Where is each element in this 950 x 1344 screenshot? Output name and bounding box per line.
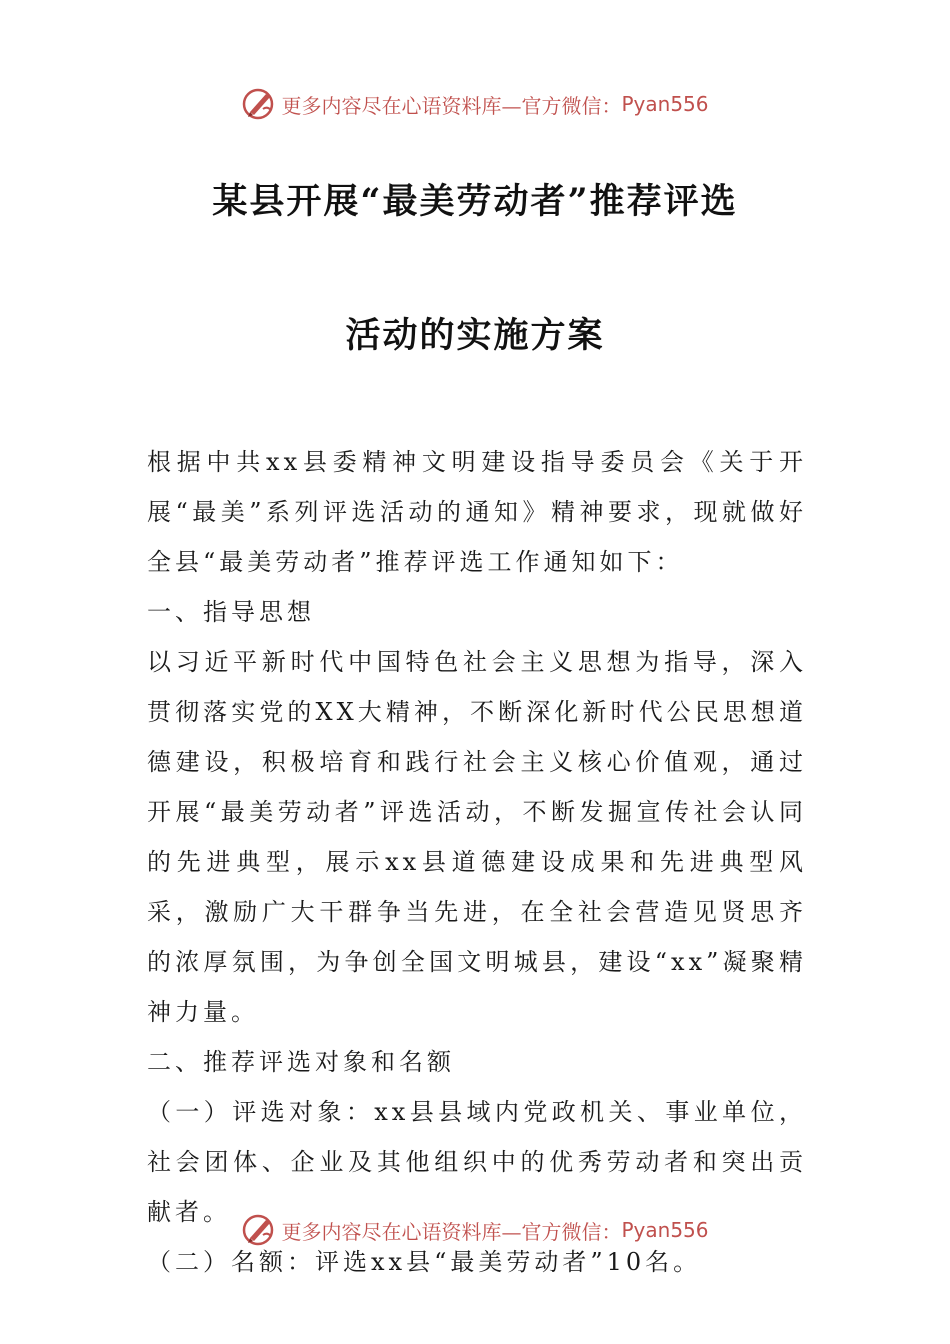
document-body — [147, 437, 807, 1287]
footer-watermark — [0, 1210, 950, 1250]
section-heading-objects-and-quota: 二、推荐评选对象和名额 — [147, 1048, 455, 1076]
document-title-line-1: 某县开展“最美劳动者”推荐评选 — [212, 181, 738, 222]
selection-objects-paragraph: （一）评选对象：xx县县域内党政机关、事业单位，社会团体、企业及其他组织中的优秀劳动者和突出贡献者。 — [147, 1098, 807, 1226]
quota-paragraph: （二）名额：评选xx县“最美劳动者”10名。 — [147, 1248, 702, 1276]
watermark-text: 更多内容尽在心语资料库—官方微信： — [281, 1219, 622, 1244]
watermark-text: 更多内容尽在心语资料库—官方微信： — [281, 93, 622, 118]
pen-logo-icon — [241, 1212, 277, 1248]
intro-paragraph: 根据中共xx县委精神文明建设指导委员会《关于开展“最美”系列评选活动的通知》精神要求，现就做好全县“最美劳动者”推荐评选工作通知如下： — [147, 448, 807, 576]
guiding-ideology-paragraph: 以习近平新时代中国特色社会主义思想为指导，深入贯彻落实党的XX大精神，不断深化新时代公民思想道德建设，积极培育和践行社会主义核心价值观，通过开展“最美劳动者”评选活动，不断发掘宣传社会认同的先进典型，展示xx县道德建设成果和先进典型风采，激励广大干群争当先进，在全社会营造见贤思齐的浓厚氛围，为争创全国文明城县，建设“xx”凝聚精神力量。 — [147, 648, 807, 1026]
watermark-wechat-id: Pyan556 — [621, 1218, 709, 1242]
watermark-wechat-id: Pyan556 — [621, 92, 709, 116]
pen-logo-icon — [241, 86, 277, 122]
header-watermark — [0, 84, 950, 124]
section-heading-guiding-ideology: 一、指导思想 — [147, 598, 315, 626]
document-title-line-2: 活动的实施方案 — [345, 315, 605, 356]
